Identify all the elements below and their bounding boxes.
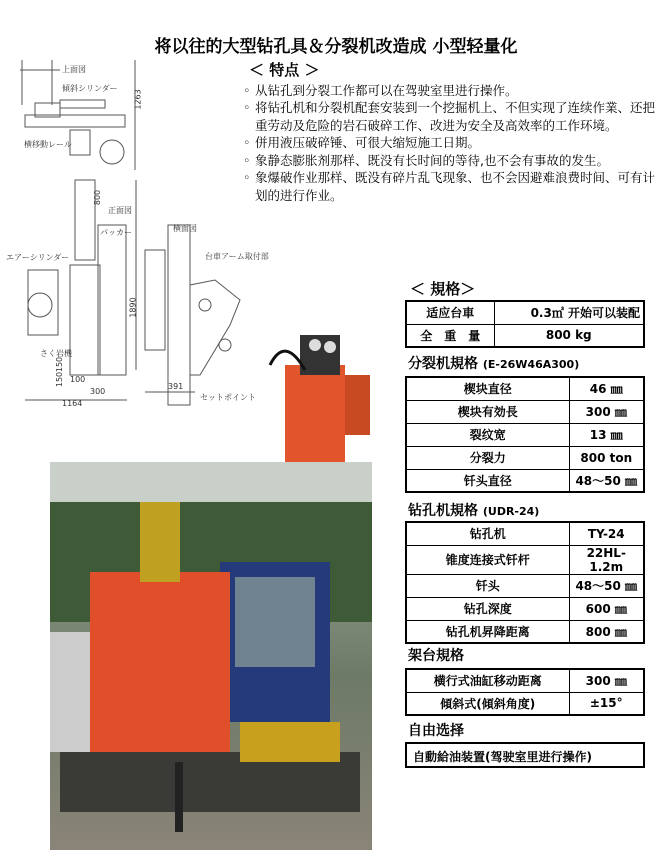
table-row <box>406 400 644 423</box>
table-row <box>406 597 644 620</box>
features-section <box>243 62 663 204</box>
feature-item: ◦ 象爆破作业那样、既没有碎片乱飞现象、也不会因避难浪费时间、可有计划的进行作业。 <box>243 170 656 203</box>
bullet-icon: ◦ <box>243 152 251 168</box>
dim-1164: 1164 <box>62 399 83 408</box>
label-rail: 横移動レール <box>24 140 72 149</box>
table-cell: 300 ㎜ <box>569 669 644 692</box>
table-cell: 钎头直径 <box>406 469 569 492</box>
table-row <box>406 522 644 545</box>
dim-391: 391 <box>168 382 184 391</box>
bullet-icon: ◦ <box>243 82 251 98</box>
label-set-point: セットポイント <box>200 393 256 402</box>
label-packer: パッカー <box>100 228 132 237</box>
splitter-spec-title: 分裂机規格 (E-26W46A300) <box>408 356 580 372</box>
table-cell: 钻孔深度 <box>406 597 569 620</box>
table-cell: 48～50 ㎜ <box>569 469 644 492</box>
table-row <box>406 377 644 400</box>
table-cell: 0.3㎥ 开始可以装配 <box>494 301 644 324</box>
table-row <box>406 692 644 715</box>
label-drill: さく岩機 <box>40 349 72 358</box>
table-cell: 适应台車 <box>406 301 494 324</box>
table-row <box>406 620 644 643</box>
label-side-view: 横面図 <box>173 224 197 233</box>
bullet-icon: ◦ <box>243 170 251 185</box>
feature-item: ◦ 象静态膨胀剂那样、既没有长时间的等待,也不会有事故的发生。 <box>243 152 609 168</box>
table-cell: 46 ㎜ <box>569 377 644 400</box>
frame-spec-title: 架台規格 <box>408 648 464 664</box>
option-box: 自動給油装置(驾驶室里进行操作) <box>405 742 645 768</box>
splitter-spec-table <box>405 376 645 493</box>
table-cell: 600 ㎜ <box>569 597 644 620</box>
page-title: 将以往的大型钻孔具＆分裂机改造成 小型轻量化 <box>154 37 518 57</box>
table-row <box>406 545 644 574</box>
table-row <box>406 469 644 492</box>
table-cell: 22HL-1.2m <box>569 545 644 574</box>
table-cell: 锥度连接式钎杆 <box>406 545 569 574</box>
table-cell: 钻孔机昇降距离 <box>406 620 569 643</box>
table-cell: ±15° <box>569 692 644 715</box>
table-cell: 楔块有効長 <box>406 400 569 423</box>
dim-800: 800 <box>93 189 103 206</box>
table-cell: 裂纹宽 <box>406 423 569 446</box>
table-row <box>406 423 644 446</box>
dim-100: 100 <box>70 375 86 384</box>
table-row <box>406 324 644 347</box>
table-cell: 13 ㎜ <box>569 423 644 446</box>
table-cell: TY-24 <box>569 522 644 545</box>
drill-spec-table <box>405 521 645 644</box>
general-spec-table <box>405 300 645 348</box>
dim-1263: 1263 <box>133 89 143 110</box>
table-cell: 800 kg <box>494 324 644 347</box>
option-title: 自由选择 <box>408 723 464 739</box>
table-cell: 分裂力 <box>406 446 569 469</box>
dim-150b: 150 <box>55 371 65 388</box>
feature-item: ◦ 併用液压破碎锤、可很大缩短施工日期。 <box>243 135 481 150</box>
label-air-cylinder: エアーシリンダー <box>6 253 70 262</box>
table-cell: 全 重 量 <box>406 324 494 347</box>
excavator-photo <box>50 462 372 850</box>
dim-150a: 150 <box>55 356 65 373</box>
label-tilt-cylinder: 傾斜シリンダー <box>62 84 118 93</box>
frame-spec-table <box>405 668 645 716</box>
dim-300: 300 <box>90 387 106 396</box>
table-cell: 楔块直径 <box>406 377 569 400</box>
label-front-view: 正面図 <box>108 206 132 215</box>
table-cell: 钎头 <box>406 574 569 597</box>
table-cell: 钻孔机 <box>406 522 569 545</box>
table-cell: 300 ㎜ <box>569 400 644 423</box>
table-cell: 800 ㎜ <box>569 620 644 643</box>
feature-item: ◦ 将钻孔机和分裂机配套安装到一个挖掘机上、不但实现了连续作業、还把重劳动及危险的岩石破碎工作、改进为安全及高效率的工作环境。 <box>243 100 656 133</box>
dim-1890: 1890 <box>128 297 138 318</box>
drill-spec-title: 钻孔机規格 (UDR-24) <box>408 503 540 519</box>
table-cell: 横行式油缸移动距离 <box>406 669 569 692</box>
table-row <box>406 446 644 469</box>
specs-heading: ＜ 規格＞ <box>410 280 476 298</box>
table-row <box>406 669 644 692</box>
label-top-view: 上面図 <box>62 65 86 74</box>
bullet-icon: ◦ <box>243 135 251 150</box>
feature-item: ◦ 从钻孔到分裂工作都可以在驾驶室里进行操作。 <box>243 82 518 98</box>
table-cell: 48～50 ㎜ <box>569 574 644 597</box>
features-heading: ＜ 特点 ＞ <box>249 61 320 79</box>
table-row <box>406 574 644 597</box>
bullet-icon: ◦ <box>243 100 251 115</box>
label-arm-mount: 台車アーム取付部 <box>205 252 269 261</box>
table-row <box>406 301 644 324</box>
table-cell: 800 ton <box>569 446 644 469</box>
table-cell: 傾斜式(傾斜角度) <box>406 692 569 715</box>
